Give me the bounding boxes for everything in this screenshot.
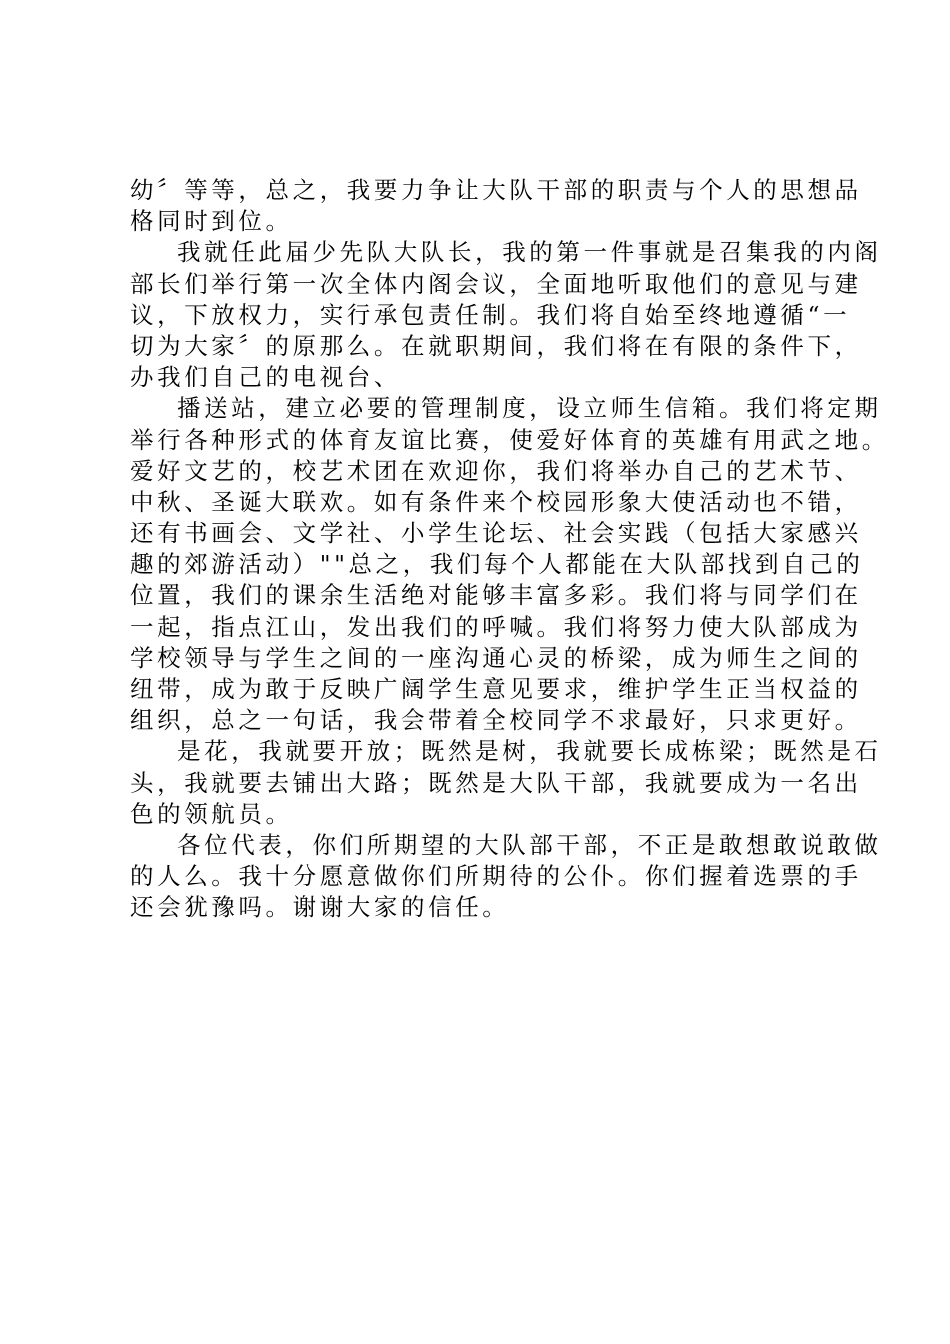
text-line: 还会犹豫吗。谢谢大家的信任。	[130, 893, 510, 922]
text-line: 一起，指点江山，发出我们的呼喊。我们将努力使大队部成为	[130, 612, 862, 641]
text-line: 办我们自己的电视台、	[130, 363, 401, 392]
text-line: 位置，我们的课余生活绝对能够丰富多彩。我们将与同学们在	[130, 581, 862, 610]
text-line: 我就任此届少先队大队长，我的第一件事就是召集我的内阁	[177, 238, 882, 267]
text-line: 部长们举行第一次全体内阁会议，全面地听取他们的意见与建	[130, 269, 862, 298]
text-line: 议，下放权力，实行承包责任制。我们将自始至终地遵循“一	[130, 300, 851, 329]
text-line: 学校领导与学生之间的一座沟通心灵的桥梁，成为师生之间的	[130, 643, 862, 672]
document-body	[130, 175, 889, 924]
text-line: 组织，总之一句话，我会带着全校同学不求最好，只求更好。	[130, 706, 862, 735]
text-line: 播送站，建立必要的管理制度，设立师生信箱。我们将定期	[177, 394, 882, 423]
text-line: 是花，我就要开放；既然是树，我就要长成栋梁；既然是石	[177, 737, 882, 766]
text-line: 头，我就要去铺出大路；既然是大队干部，我就要成为一名出	[130, 768, 862, 797]
text-line: 还有书画会、文学社、小学生论坛、社会实践（包括大家感兴	[130, 519, 862, 548]
text-line: 色的领航员。	[130, 799, 293, 828]
text-line: 幼〞等等，总之，我要力争让大队干部的职责与个人的思想品	[130, 176, 862, 204]
text-line: 爱好文艺的，校艺术团在欢迎你，我们将举办自己的艺术节、	[130, 456, 862, 485]
text-line: 格同时到位。	[130, 207, 293, 236]
text-line: 的人么。我十分愿意做你们所期待的公仆。你们握着选票的手	[130, 862, 862, 891]
text-line: 中秋、圣诞大联欢。如有条件来个校园形象大使活动也不错，	[130, 487, 862, 516]
text-line: 举行各种形式的体育友谊比赛，使爱好体育的英雄有用武之地。	[130, 425, 889, 454]
text-line: 各位代表，你们所期望的大队部干部，不正是敢想敢说敢做	[177, 830, 882, 859]
text-line: 纽带，成为敢于反映广阔学生意见要求，维护学生正当权益的	[130, 675, 862, 703]
text-line: 切为大家〞的原那么。在就职期间，我们将在有限的条件下，	[130, 331, 862, 360]
text-line: 趣的郊游活动）""总之，我们每个人都能在大队部找到自己的	[130, 550, 864, 579]
